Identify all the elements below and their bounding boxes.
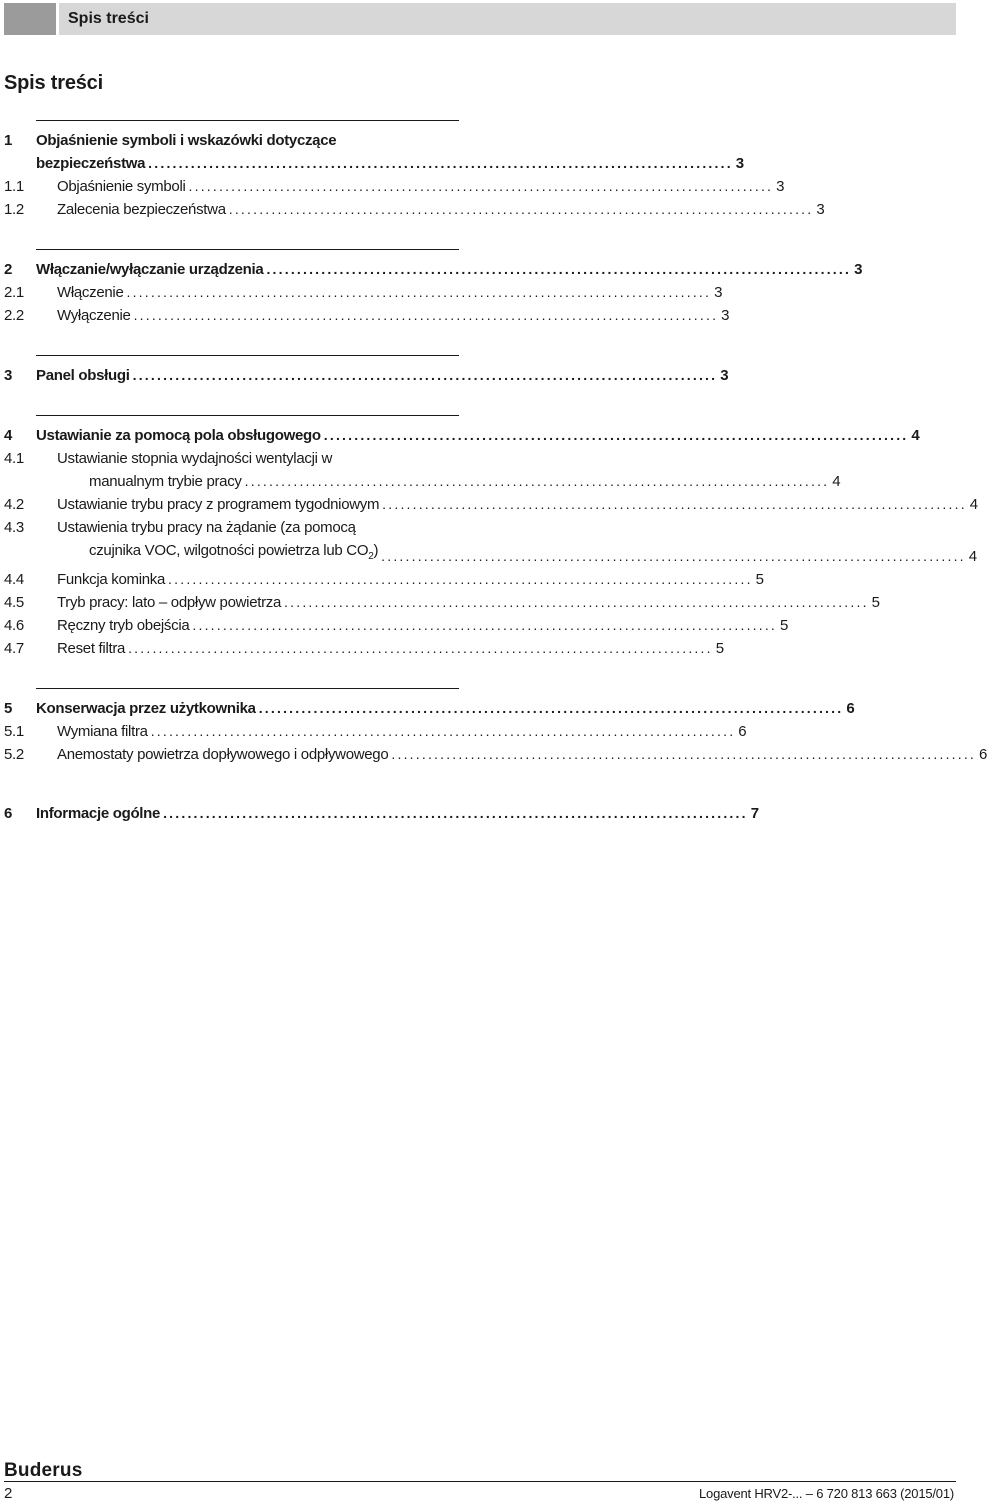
toc-entry[interactable]: 6 Informacje ogólne ................................................................................................ 7 <box>4 794 459 825</box>
toc-subentry[interactable]: 4.2 Ustawianie trybu pracy z programem tygodniowym ................................................................................................ 4 <box>4 493 459 516</box>
toc-subentry[interactable]: 4.4 Funkcja kominka ................................................................................................ 5 <box>4 568 459 591</box>
page-number: 3 <box>735 155 744 172</box>
buderus-logo: Buderus <box>4 1460 83 1481</box>
footer-page-number: 2 <box>4 1485 13 1502</box>
toc-subentry-cont[interactable]: manualnym trybie pracy ................................................................................................ 4 <box>4 470 459 493</box>
table-of-contents <box>4 120 987 825</box>
page-number: 5 <box>780 617 789 634</box>
page-number: 4 <box>911 427 920 444</box>
toc-section-1 <box>4 120 825 221</box>
toc-subentry[interactable]: 2.2 Wyłączenie ................................................................................................ 3 <box>4 304 459 327</box>
toc-entry-cont[interactable]: bezpieczeństwa ................................................................................................ 3 <box>4 152 459 175</box>
toc-subentry-cont[interactable]: czujnika VOC, wilgotności powietrza lub $CO_2$) ................................................................................................ 4 <box>4 539 459 568</box>
header-title: Spis treści <box>59 3 956 35</box>
page-number: 5 <box>871 594 880 611</box>
toc-subentry[interactable]: 5.1 Wymiana filtra ................................................................................................ 6 <box>4 720 459 743</box>
toc-subentry[interactable]: 2.1 Włączenie ................................................................................................ 3 <box>4 281 459 304</box>
toc-section-5 <box>4 688 987 766</box>
toc-entry[interactable]: 3 Panel obsługi ................................................................................................ 3 <box>4 356 459 387</box>
toc-section-2 <box>4 249 863 327</box>
toc-entry[interactable]: 4 Ustawianie za pomocą pola obsługowego ................................................................................................ 4 <box>4 416 459 447</box>
page-number: 6 <box>846 700 855 717</box>
toc-section-3 <box>4 355 729 387</box>
page-number: 3 <box>776 178 785 195</box>
page-header <box>4 3 956 35</box>
page-number: 3 <box>720 367 729 384</box>
toc-subentry[interactable]: 1.1 Objaśnienie symboli ................................................................................................ 3 <box>4 175 459 198</box>
toc-subentry[interactable]: 1.2 Zalecenia bezpieczeństwa ................................................................................................ 3 <box>4 198 459 221</box>
toc-section-4 <box>4 415 978 660</box>
page-number: 6 <box>979 746 987 763</box>
page-number: 4 <box>968 548 977 565</box>
toc-entry[interactable]: 5 Konserwacja przez użytkownika ................................................................................................ 6 <box>4 689 459 720</box>
page-title: Spis treści <box>4 72 103 94</box>
header-tab-block <box>4 3 56 35</box>
toc-subentry[interactable]: 4.5 Tryb pracy: lato – odpływ powietrza ................................................................................................ 5 <box>4 591 459 614</box>
toc-section-6 <box>4 794 759 825</box>
page-number: 5 <box>755 571 764 588</box>
footer-divider <box>4 1481 956 1482</box>
toc-subentry[interactable]: 4.6 Ręczny tryb obejścia ................................................................................................ 5 <box>4 614 459 637</box>
toc-subentry[interactable]: 5.2 Anemostaty powietrza dopływowego i odpływowego ................................................................................................ 6 <box>4 743 459 766</box>
page-number: 5 <box>715 640 724 657</box>
page-number: 4 <box>832 473 841 490</box>
page-number: 3 <box>721 307 730 324</box>
page-number: 7 <box>750 805 759 822</box>
page-number: 4 <box>969 496 978 513</box>
footer-document-reference: Logavent HRV2-... – 6 720 813 663 (2015/01) <box>699 1486 954 1501</box>
toc-subentry[interactable]: 4.1 Ustawianie stopnia wydajności wentylacji w <box>4 450 333 467</box>
toc-subentry[interactable]: 4.7 Reset filtra ................................................................................................ 5 <box>4 637 459 660</box>
page-number: 6 <box>738 723 747 740</box>
toc-subentry[interactable]: 4.3 Ustawienia trybu pracy na żądanie (za pomocą <box>4 519 356 536</box>
page-number: 3 <box>714 284 723 301</box>
toc-entry[interactable]: 1 Objaśnienie symboli i wskazówki dotyczące <box>4 132 337 149</box>
page-number: 3 <box>854 261 863 278</box>
page-number: 3 <box>816 201 825 218</box>
toc-entry[interactable]: 2 Włączanie/wyłączanie urządzenia ................................................................................................ 3 <box>4 250 459 281</box>
